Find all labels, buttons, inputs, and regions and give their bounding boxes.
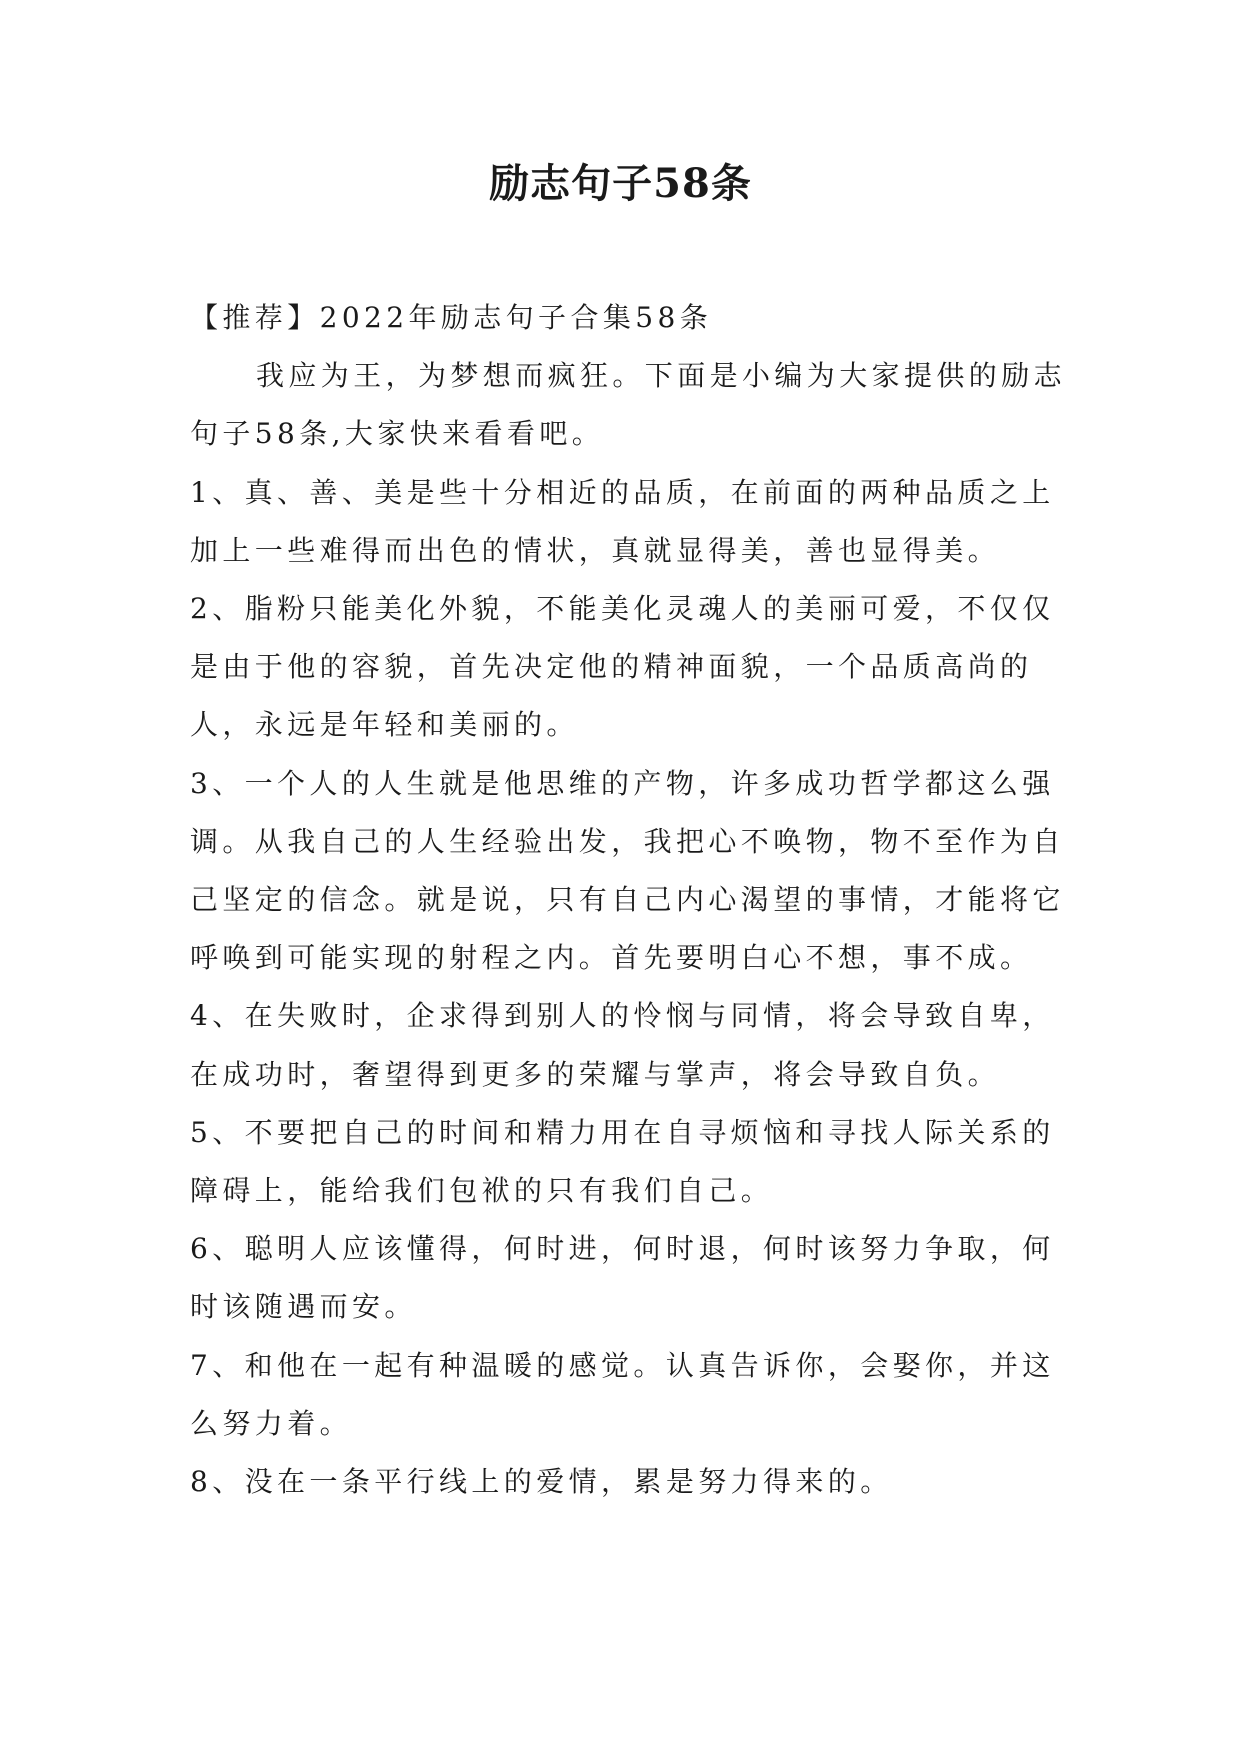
list-item: 3、一个人的人生就是他思维的产物，许多成功哲学都这么强调。从我自己的人生经验出发，我把心不唤物，物不至作为自己坚定的信念。就是说，只有自己内心渴望的事情，才能将它呼唤到可能实现的射程之内。首先要明白心不想，事不成。 <box>190 766 1065 975</box>
list-item: 4、在失败时，企求得到别人的怜悯与同情，将会导致自卑，在成功时，奢望得到更多的荣耀与掌声，将会导致自负。 <box>190 999 1055 1091</box>
list-item: 7、和他在一起有种温暖的感觉。认真告诉你，会娶你，并这么努力着。 <box>190 1348 1055 1440</box>
list-item: 2、脂粉只能美化外貌，不能美化灵魂人的美丽可爱，不仅仅是由于他的容貌，首先决定他的精神面貌，一个品质高尚的人，永远是年轻和美丽的。 <box>190 592 1055 742</box>
list-item: 8、没在一条平行线上的爱情，累是努力得来的。 <box>190 1465 893 1499</box>
list-item: 1、真、善、美是些十分相近的品质，在前面的两种品质之上加上一些难得而出色的情状，真就显得美，善也显得美。 <box>190 475 1055 567</box>
intro-paragraph: 我应为王，为梦想而疯狂。下面是小编为大家提供的励志句子58条,大家快来看看吧。 <box>190 359 1067 451</box>
list-item: 5、不要把自己的时间和精力用在自寻烦恼和寻找人际关系的障碍上，能给我们包袱的只有我们自己。 <box>190 1115 1055 1208</box>
document-body <box>190 289 1070 1511</box>
list-item: 6、聪明人应该懂得，何时进，何时退，何时该努力争取，何时该随遇而安。 <box>190 1232 1055 1324</box>
page-title: 励志句子58条 <box>489 160 752 207</box>
subtitle: 【推荐】2022年励志句子合集58条 <box>190 301 713 334</box>
